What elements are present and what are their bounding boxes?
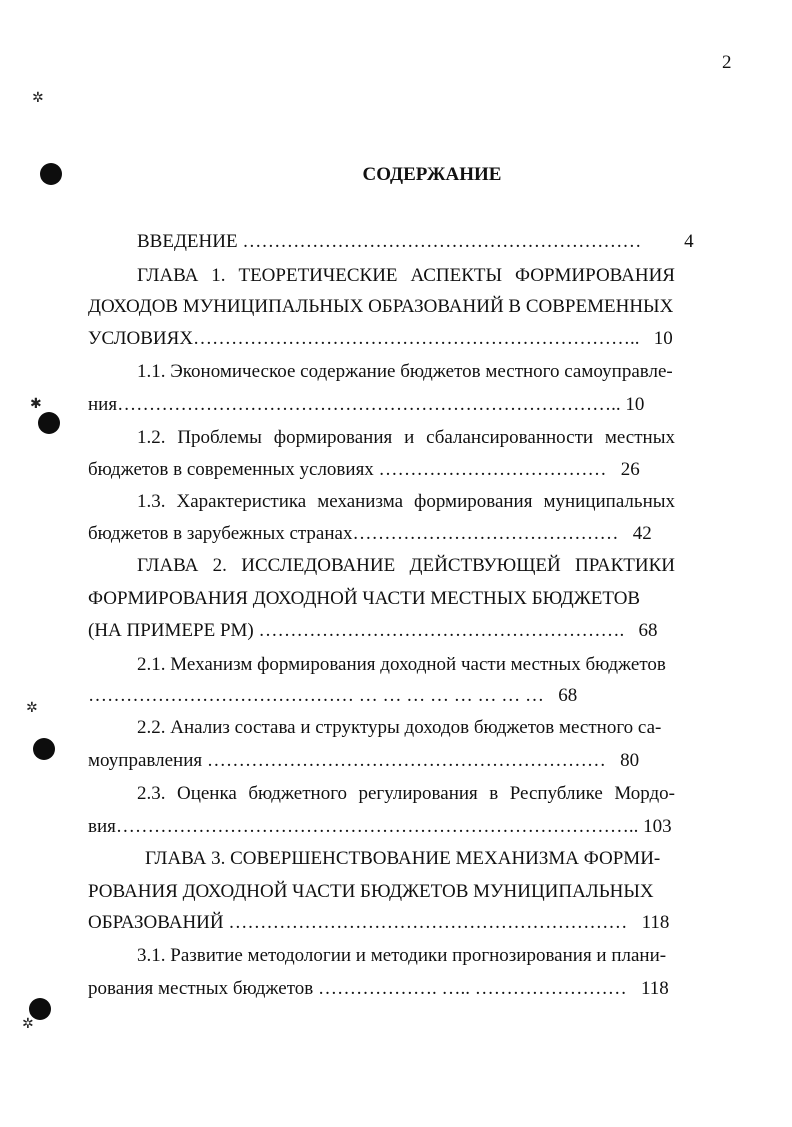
binding-hole xyxy=(33,738,55,760)
toc-chapter-3-line-3: ОБРАЗОВАНИЙ ……………………………………………………… 118 xyxy=(88,912,670,933)
binding-hole xyxy=(38,412,60,434)
scan-speck-icon: ✲ xyxy=(22,1017,34,1032)
scan-speck-icon: ✱ xyxy=(30,397,42,412)
toc-section-1-2-line-2: бюджетов в современных условиях ……………………………… 26 xyxy=(88,459,640,480)
toc-section-2-2-line-1: 2.2. Анализ состава и структуры доходов бюджетов местного са- xyxy=(137,717,662,738)
toc-section-1-3-line-2: бюджетов в зарубежных странах…………………………………… 42 xyxy=(88,523,652,544)
toc-section-1-1-line-1: 1.1. Экономическое содержание бюджетов местного самоуправле- xyxy=(137,361,673,382)
toc-section-1-1-line-2: ния…………………………………………………………………….. 10 xyxy=(88,394,645,415)
toc-section-2-1-line-1: 2.1. Механизм формирования доходной части местных бюджетов xyxy=(137,654,666,675)
toc-chapter-2-line-1: ГЛАВА 2. ИССЛЕДОВАНИЕ ДЕЙСТВУЮЩЕЙ ПРАКТИКИ xyxy=(137,555,675,576)
toc-chapter-1-line-3: УСЛОВИЯХ…………………………………………………………….. 10 xyxy=(88,328,673,349)
toc-section-2-3-line-1: 2.3. Оценка бюджетного регулирования в Республике Мордо- xyxy=(137,783,675,804)
scan-speck-icon: ✲ xyxy=(32,91,44,106)
toc-introduction: ВВЕДЕНИЕ ……………………………………………………… 4 xyxy=(137,231,694,252)
toc-section-1-2-line-1: 1.2. Проблемы формирования и сбалансированности местных xyxy=(137,427,675,448)
toc-chapter-1-line-2: ДОХОДОВ МУНИЦИПАЛЬНЫХ ОБРАЗОВАНИЙ В СОВРЕМЕННЫХ xyxy=(88,296,674,317)
toc-section-3-1-line-1: 3.1. Развитие методологии и методики прогнозирования и плани- xyxy=(137,945,667,966)
toc-chapter-2-line-3: (НА ПРИМЕРЕ РМ) …………………………………………………. 68 xyxy=(88,620,658,641)
toc-section-1-3-line-1: 1.3. Характеристика механизма формирования муниципальных xyxy=(137,491,675,512)
page-number: 2 xyxy=(722,52,732,73)
toc-chapter-3-line-1: ГЛАВА 3. СОВЕРШЕНСТВОВАНИЕ МЕХАНИЗМА ФОРМИ- xyxy=(145,848,661,869)
toc-section-2-2-line-2: моуправления ……………………………………………………… 80 xyxy=(88,750,640,771)
page-title: СОДЕРЖАНИЕ xyxy=(362,164,502,185)
toc-section-2-1-line-2: …………………………………… … … … … … … … … 68 xyxy=(88,685,578,706)
toc-section-3-1-line-2: рования местных бюджетов ………………. ….. …………………… 118 xyxy=(88,978,669,999)
toc-chapter-3-line-2: РОВАНИЯ ДОХОДНОЙ ЧАСТИ БЮДЖЕТОВ МУНИЦИПАЛЬНЫХ xyxy=(88,881,654,902)
toc-chapter-2-line-2: ФОРМИРОВАНИЯ ДОХОДНОЙ ЧАСТИ МЕСТНЫХ БЮДЖЕТОВ xyxy=(88,588,641,609)
toc-section-2-3-line-2: вия……………………………………………………………………….. 103 xyxy=(88,816,672,837)
scan-speck-icon: ✲ xyxy=(26,701,38,716)
toc-chapter-1-line-1: ГЛАВА 1. ТЕОРЕТИЧЕСКИЕ АСПЕКТЫ ФОРМИРОВАНИЯ xyxy=(137,265,675,286)
